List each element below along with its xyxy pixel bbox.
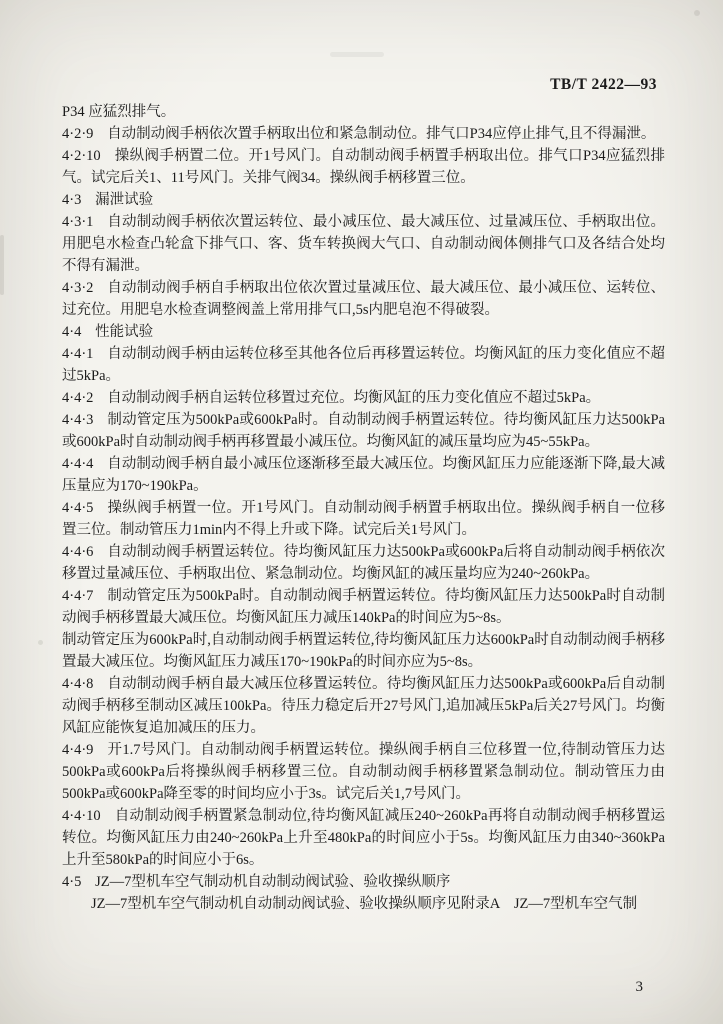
clause-4-4-10	[62, 805, 665, 871]
heading-4-5	[62, 871, 665, 893]
clause-4-4-6	[62, 541, 665, 585]
clause-4-4-7-continuation	[62, 629, 665, 673]
clause-number: 4·4	[62, 324, 82, 340]
clause-number: 4·2·10	[62, 148, 101, 164]
clause-4-4-1	[62, 343, 665, 387]
clause-4-2-10	[62, 145, 665, 189]
clause-text: 操纵阀手柄置一位。开1号风门。自动制动阀手柄置手柄取出位。操纵阀手柄自一位移置三位。制动管压力1min内不得上升或下降。试完后关1号风门。	[62, 500, 665, 538]
clause-text: JZ—7型机车空气制动机自动制动阀试验、验收操纵顺序见附录A JZ—7型机车空气制	[91, 896, 638, 912]
clause-number: 4·4·7	[62, 588, 94, 604]
clause-text: 自动制动阀手柄自最大减压位移置运转位。待均衡风缸压力达500kPa或600kPa后自动制动阀手柄移至制动区减压100kPa。待压力稳定后开27号风门,追加减压5kPa后关27号风门。均衡风缸应能恢复追加减压的压力。	[62, 676, 665, 736]
clause-number: 4·4·9	[62, 742, 94, 758]
clause-number: 4·4·8	[62, 676, 94, 692]
scan-speckle	[0, 235, 4, 295]
clause-text: 自动制动阀手柄置紧急制动位,待均衡风缸减压240~260kPa再将自动制动阀手柄移置运转位。均衡风缸压力由240~260kPa上升至480kPa的时间应小于5s。均衡风缸压力由340~360kPa上升至580kPa的时间应小于6s。	[62, 808, 665, 868]
clause-4-4-9	[62, 739, 665, 805]
clause-number: 4·4·10	[62, 808, 101, 824]
clause-text: 自动制动阀手柄自运转位移置过充位。均衡风缸的压力变化值应不超过5kPa。	[107, 390, 601, 406]
clause-text: 自动制动阀手柄依次置运转位、最小减压位、最大减压位、过量减压位、手柄取出位。用肥皂水检查凸轮盒下排气口、客、货车转换阀大气口、自动制动阀体侧排气口及各结合处均不得有漏泄。	[62, 214, 665, 274]
scan-speckle	[694, 10, 700, 16]
clause-number: 4·2·9	[62, 126, 94, 142]
scan-speckle	[38, 640, 43, 645]
clause-text: JZ—7型机车空气制动机自动制动阀试验、验收操纵顺序	[95, 874, 451, 890]
clause-continuation	[62, 101, 665, 123]
clause-number: 4·4·5	[62, 500, 94, 516]
clause-text: 制动管定压为500kPa或600kPa时。自动制动阀手柄置运转位。待均衡风缸压力达500kPa或600kPa时自动制动阀手柄再移置最小减压位。均衡风缸的减压量均应为45~55kPa。	[62, 412, 665, 450]
clause-4-4-3	[62, 409, 665, 453]
clause-text: 漏泄试验	[95, 192, 154, 208]
clause-text: P34 应猛烈排气。	[62, 104, 176, 120]
clause-text: 自动制动阀手柄依次置手柄取出位和紧急制动位。排气口P34应停止排气,且不得漏泄。	[107, 126, 656, 142]
document-body	[62, 101, 665, 915]
clause-text: 性能试验	[95, 324, 154, 340]
clause-4-3-2	[62, 277, 665, 321]
scan-speckle	[330, 52, 384, 57]
clause-text: 自动制动阀手柄由运转位移至其他各位后再移置运转位。均衡风缸的压力变化值应不超过5kPa。	[62, 346, 665, 384]
clause-number: 4·4·6	[62, 544, 94, 560]
clause-number: 4·3	[62, 192, 82, 208]
heading-4-3	[62, 189, 665, 211]
clause-text: 自动制动阀手柄置运转位。待均衡风缸压力达500kPa或600kPa后将自动制动阀手柄依次移置过量减压位、手柄取出位、紧急制动位。均衡风缸的减压量均应为240~260kPa。	[62, 544, 665, 582]
clause-text: 制动管定压为500kPa时。自动制动阀手柄置运转位。待均衡风缸压力达500kPa时自动制动阀手柄移置最大减压位。均衡风缸压力减压140kPa的时间应为5~8s。	[62, 588, 665, 626]
clause-4-4-5	[62, 497, 665, 541]
clause-4-4-7	[62, 585, 665, 629]
standard-number: TB/T 2422—93	[550, 76, 657, 93]
clause-4-2-9	[62, 123, 665, 145]
clause-number: 4·4·4	[62, 456, 94, 472]
clause-4-4-2	[62, 387, 665, 409]
clause-number: 4·4·3	[62, 412, 94, 428]
clause-text: 自动制动阀手柄自手柄取出位依次置过量减压位、最大减压位、最小减压位、运转位、过充位。用肥皂水检查调整阀盖上常用排气口,5s内肥皂泡不得破裂。	[62, 280, 665, 318]
clause-text: 制动管定压为600kPa时,自动制动阀手柄置运转位,待均衡风缸压力达600kPa时自动制动阀手柄移置最大减压位。均衡风缸压力减压170~190kPa的时间亦应为5~8s。	[62, 632, 665, 670]
clause-number: 4·5	[62, 874, 82, 890]
clause-number: 4·4·2	[62, 390, 94, 406]
clause-number: 4·4·1	[62, 346, 94, 362]
clause-4-5-body	[62, 893, 665, 915]
page-number: 3	[635, 979, 643, 995]
clause-number: 4·3·2	[62, 280, 94, 296]
clause-4-3-1	[62, 211, 665, 277]
clause-number: 4·3·1	[62, 214, 94, 230]
clause-text: 操纵阀手柄置二位。开1号风门。自动制动阀手柄置手柄取出位。排气口P34应猛烈排气。试完后关1、11号风门。关排气阀34。操纵阀手柄移置三位。	[62, 148, 665, 186]
heading-4-4	[62, 321, 665, 343]
clause-text: 开1.7号风门。自动制动阀手柄置运转位。操纵阀手柄自三位移置一位,待制动管压力达500kPa或600kPa后将操纵阀手柄移置三位。自动制动阀手柄移置紧急制动位。制动管压力由500kPa或600kPa降至零的时间均应小于3s。试完后关1,7号风门。	[62, 742, 665, 802]
clause-text: 自动制动阀手柄自最小减压位逐渐移至最大减压位。均衡风缸压力应能逐渐下降,最大减压量应为170~190kPa。	[62, 456, 665, 494]
clause-4-4-4	[62, 453, 665, 497]
clause-4-4-8	[62, 673, 665, 739]
